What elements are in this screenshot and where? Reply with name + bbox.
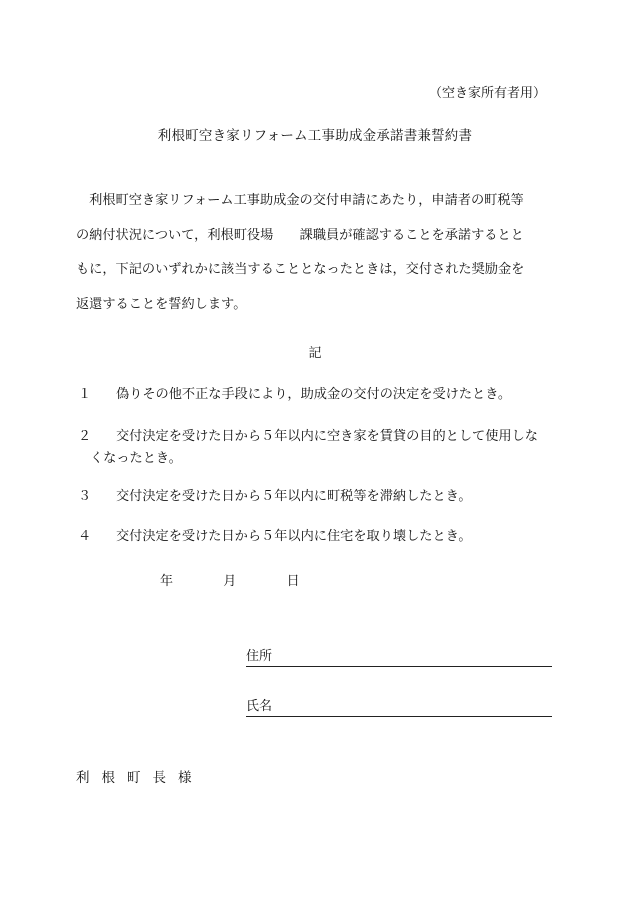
name-label: 氏名 (246, 699, 273, 714)
item-text: 交付決定を受けた日から５年以内に空き家を賃貸の目的として使用しな (116, 429, 538, 444)
condition-item-4 (76, 526, 556, 548)
item-number: １ (78, 387, 92, 402)
addressee: 利根町長様 (76, 770, 204, 786)
item-number: ２ (78, 429, 92, 444)
condition-item-3 (76, 486, 556, 508)
address-field[interactable] (246, 646, 552, 667)
month-label: 月 (223, 574, 237, 589)
year-label: 年 (160, 574, 174, 589)
item-text-continuation: くなったとき。 (90, 451, 182, 466)
body-paragraph (76, 184, 556, 322)
body-line: の納付状況について，利根町役場 課職員が確認することを承諾するとと (76, 227, 524, 243)
condition-item-2 (76, 426, 556, 470)
ki-heading: 記 (308, 346, 322, 361)
address-label: 住所 (246, 649, 273, 664)
usage-note: （空き家所有者用） (428, 86, 546, 101)
item-text: 偽りその他不正な手段により，助成金の交付の決定を受けたとき。 (116, 387, 512, 402)
body-line: 利根町空き家リフォーム工事助成金の交付申請にあたり，申請者の町税等 (76, 193, 524, 208)
item-number: ４ (78, 529, 92, 544)
condition-item-1 (76, 384, 556, 406)
item-text: 交付決定を受けた日から５年以内に住宅を取り壊したとき。 (116, 529, 472, 544)
document-title: 利根町空き家リフォーム工事助成金承諾書兼誓約書 (157, 128, 473, 144)
item-text: 交付決定を受けた日から５年以内に町税等を滞納したとき。 (116, 489, 472, 504)
name-field[interactable] (246, 696, 552, 717)
date-line (160, 570, 300, 589)
body-line: もに，下記のいずれかに該当することとなったときは，交付された奨励金を (76, 262, 525, 277)
body-line: 返還することを誓約します。 (76, 296, 247, 312)
item-number: ３ (78, 489, 92, 504)
day-label: 日 (286, 574, 300, 589)
